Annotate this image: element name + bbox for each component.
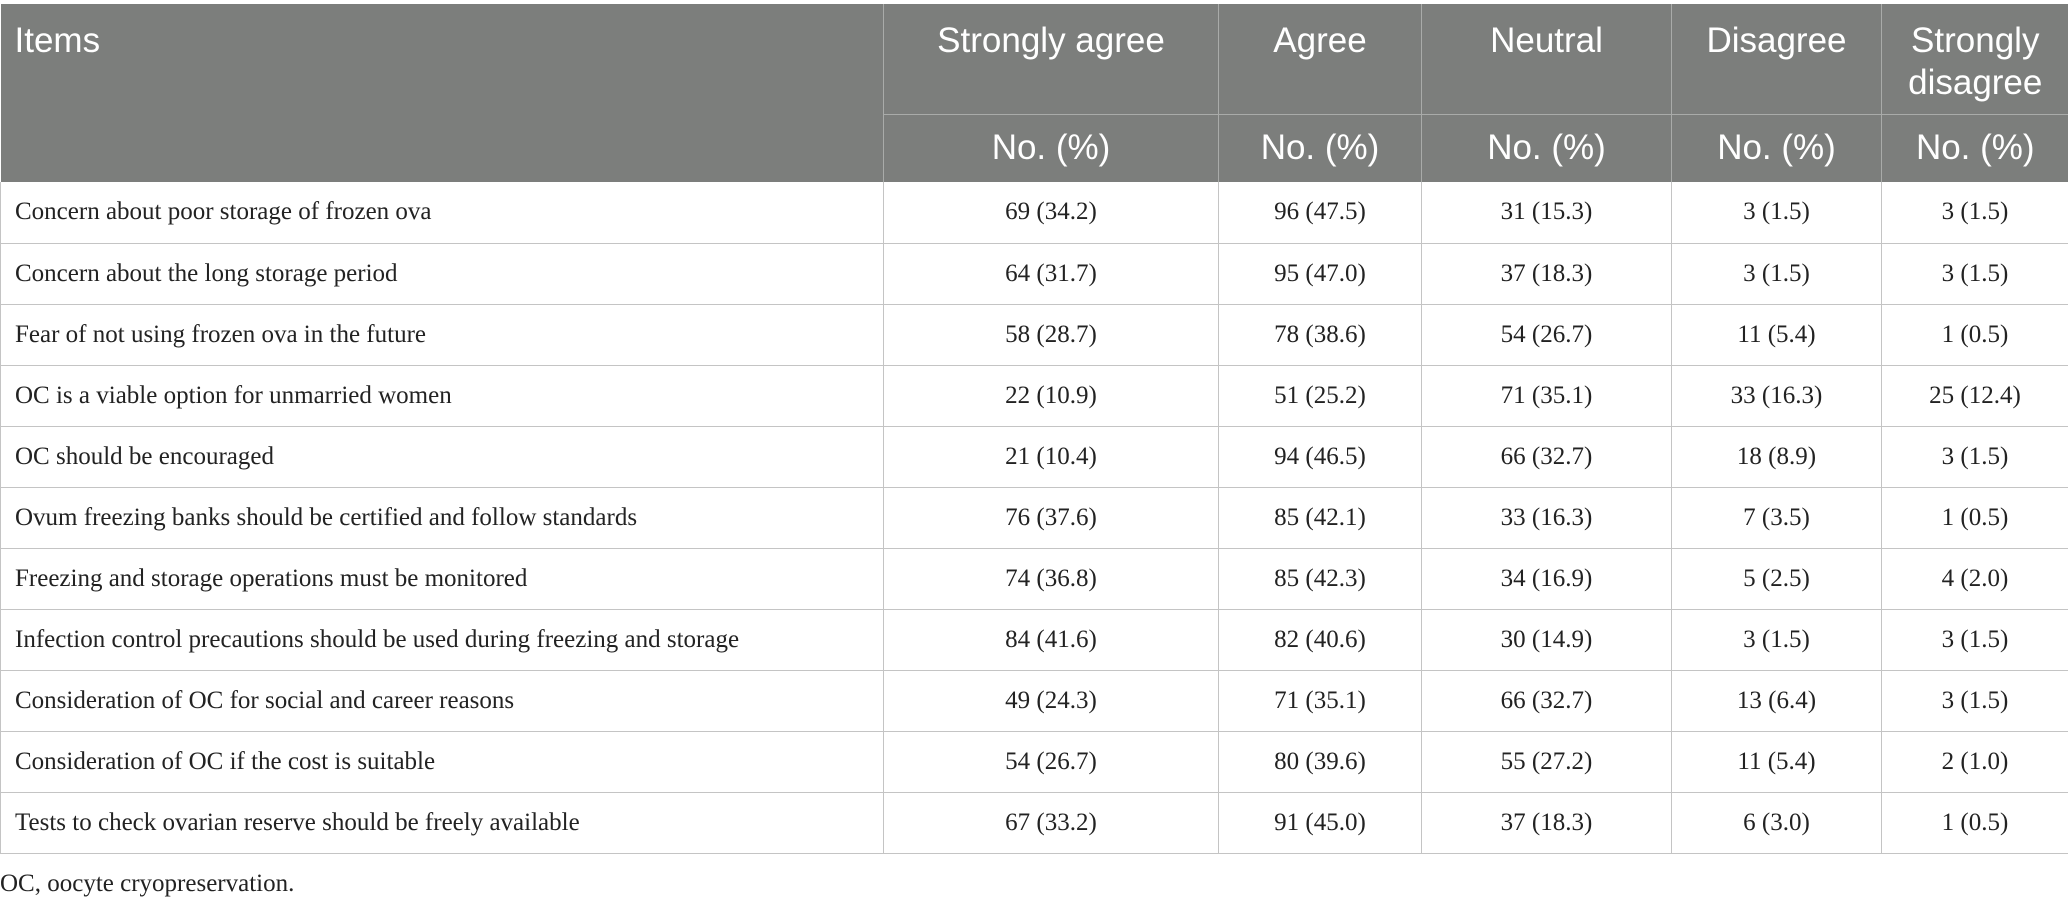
header-agree: Agree — [1219, 4, 1422, 114]
cell-strongly-agree: 69 (34.2) — [884, 182, 1219, 243]
cell-agree: 85 (42.3) — [1219, 548, 1422, 609]
table-row — [1, 304, 2068, 365]
cell-strongly-disagree: 3 (1.5) — [1882, 243, 2068, 304]
cell-neutral: 34 (16.9) — [1422, 548, 1672, 609]
table-row — [1, 243, 2068, 304]
row-item-label: OC is a viable option for unmarried women — [1, 365, 884, 426]
cell-disagree: 7 (3.5) — [1672, 487, 1882, 548]
cell-strongly-agree: 64 (31.7) — [884, 243, 1219, 304]
cell-strongly-disagree: 3 (1.5) — [1882, 670, 2068, 731]
cell-strongly-agree: 54 (26.7) — [884, 731, 1219, 792]
cell-disagree: 3 (1.5) — [1672, 182, 1882, 243]
cell-strongly-disagree: 1 (0.5) — [1882, 792, 2068, 853]
cell-strongly-disagree: 3 (1.5) — [1882, 609, 2068, 670]
data-table-container — [0, 4, 2068, 854]
cell-neutral: 37 (18.3) — [1422, 792, 1672, 853]
cell-agree: 91 (45.0) — [1219, 792, 1422, 853]
table-row — [1, 487, 2068, 548]
row-item-label: Ovum freezing banks should be certified and follow standards — [1, 487, 884, 548]
cell-neutral: 71 (35.1) — [1422, 365, 1672, 426]
header-row — [1, 4, 2068, 114]
cell-disagree: 6 (3.0) — [1672, 792, 1882, 853]
cell-agree: 71 (35.1) — [1219, 670, 1422, 731]
subheader-cell: No. (%) — [1882, 114, 2068, 182]
cell-strongly-disagree: 4 (2.0) — [1882, 548, 2068, 609]
row-item-label: Concern about the long storage period — [1, 243, 884, 304]
cell-neutral: 33 (16.3) — [1422, 487, 1672, 548]
cell-disagree: 11 (5.4) — [1672, 731, 1882, 792]
cell-neutral: 66 (32.7) — [1422, 426, 1672, 487]
cell-agree: 85 (42.1) — [1219, 487, 1422, 548]
header-disagree: Disagree — [1672, 4, 1882, 114]
cell-disagree: 11 (5.4) — [1672, 304, 1882, 365]
row-item-label: Freezing and storage operations must be monitored — [1, 548, 884, 609]
row-item-label: OC should be encouraged — [1, 426, 884, 487]
attitudes-table — [0, 4, 2068, 854]
cell-strongly-agree: 21 (10.4) — [884, 426, 1219, 487]
cell-strongly-agree: 58 (28.7) — [884, 304, 1219, 365]
table-row — [1, 365, 2068, 426]
table-header — [1, 4, 2068, 182]
cell-agree: 78 (38.6) — [1219, 304, 1422, 365]
cell-strongly-agree: 84 (41.6) — [884, 609, 1219, 670]
cell-agree: 80 (39.6) — [1219, 731, 1422, 792]
cell-strongly-disagree: 1 (0.5) — [1882, 304, 2068, 365]
cell-strongly-disagree: 3 (1.5) — [1882, 426, 2068, 487]
table-row — [1, 182, 2068, 243]
table-body — [1, 182, 2068, 853]
cell-agree: 51 (25.2) — [1219, 365, 1422, 426]
cell-strongly-disagree: 25 (12.4) — [1882, 365, 2068, 426]
cell-strongly-disagree: 2 (1.0) — [1882, 731, 2068, 792]
cell-disagree: 5 (2.5) — [1672, 548, 1882, 609]
cell-agree: 96 (47.5) — [1219, 182, 1422, 243]
header-strongly-disagree: Strongly disagree — [1882, 4, 2068, 114]
cell-disagree: 18 (8.9) — [1672, 426, 1882, 487]
cell-strongly-agree: 74 (36.8) — [884, 548, 1219, 609]
table-row — [1, 792, 2068, 853]
cell-disagree: 3 (1.5) — [1672, 243, 1882, 304]
header-strongly-agree: Strongly agree — [884, 4, 1219, 114]
row-item-label: Infection control precautions should be used during freezing and storage — [1, 609, 884, 670]
table-row — [1, 426, 2068, 487]
table-row — [1, 731, 2068, 792]
cell-strongly-agree: 22 (10.9) — [884, 365, 1219, 426]
row-item-label: Fear of not using frozen ova in the future — [1, 304, 884, 365]
row-item-label: Concern about poor storage of frozen ova — [1, 182, 884, 243]
cell-neutral: 31 (15.3) — [1422, 182, 1672, 243]
cell-disagree: 13 (6.4) — [1672, 670, 1882, 731]
subheader-cell: No. (%) — [1219, 114, 1422, 182]
table-row — [1, 609, 2068, 670]
cell-disagree: 3 (1.5) — [1672, 609, 1882, 670]
row-item-label: Consideration of OC for social and career reasons — [1, 670, 884, 731]
cell-neutral: 30 (14.9) — [1422, 609, 1672, 670]
cell-strongly-agree: 67 (33.2) — [884, 792, 1219, 853]
row-item-label: Tests to check ovarian reserve should be freely available — [1, 792, 884, 853]
table-row — [1, 548, 2068, 609]
cell-neutral: 55 (27.2) — [1422, 731, 1672, 792]
table-footnote: OC, oocyte cryopreservation. — [0, 870, 295, 897]
cell-neutral: 66 (32.7) — [1422, 670, 1672, 731]
cell-agree: 94 (46.5) — [1219, 426, 1422, 487]
cell-agree: 82 (40.6) — [1219, 609, 1422, 670]
subheader-cell: No. (%) — [1422, 114, 1672, 182]
cell-agree: 95 (47.0) — [1219, 243, 1422, 304]
cell-strongly-agree: 49 (24.3) — [884, 670, 1219, 731]
cell-strongly-disagree: 1 (0.5) — [1882, 487, 2068, 548]
subheader-cell: No. (%) — [1672, 114, 1882, 182]
cell-neutral: 54 (26.7) — [1422, 304, 1672, 365]
cell-neutral: 37 (18.3) — [1422, 243, 1672, 304]
cell-strongly-disagree: 3 (1.5) — [1882, 182, 2068, 243]
header-items: Items — [1, 4, 884, 182]
table-row — [1, 670, 2068, 731]
subheader-cell: No. (%) — [884, 114, 1219, 182]
cell-disagree: 33 (16.3) — [1672, 365, 1882, 426]
header-neutral: Neutral — [1422, 4, 1672, 114]
row-item-label: Consideration of OC if the cost is suitable — [1, 731, 884, 792]
cell-strongly-agree: 76 (37.6) — [884, 487, 1219, 548]
